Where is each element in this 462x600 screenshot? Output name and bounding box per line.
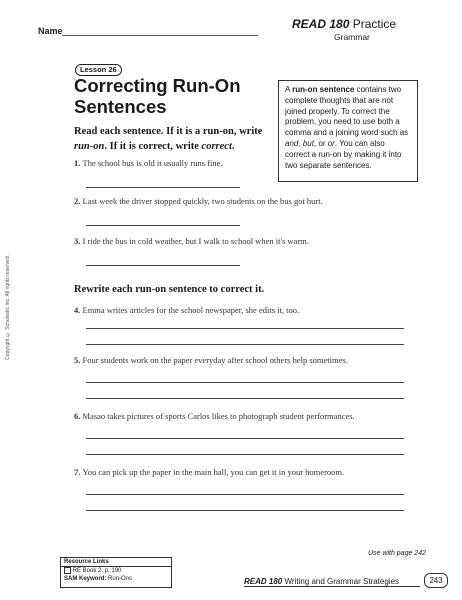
- page-title: Correcting Run-On Sentences: [74, 75, 241, 117]
- rule-text-a: A: [285, 85, 293, 94]
- item-number: 7.: [74, 467, 81, 477]
- item-5: [74, 355, 348, 365]
- rule-term: run-on sentence: [292, 85, 355, 94]
- item-text: Masao takes pictures of sports Carlos likes to photograph student performances.: [82, 411, 355, 421]
- resource-link-text: RE Book 2, p. 190: [72, 568, 122, 575]
- answer-line-5b[interactable]: [86, 398, 404, 399]
- instr-b: . If it is correct, write: [104, 141, 202, 152]
- answer-line-6b[interactable]: [86, 454, 404, 455]
- rule-infobox: [278, 80, 418, 182]
- resource-links-box: [60, 557, 172, 588]
- instr-a: Read each sentence. If it is a run-on, write: [74, 126, 263, 137]
- rule-but: but: [302, 138, 314, 148]
- item-text: I ride the bus in cold weather, but I walk to school when it's warm.: [82, 236, 309, 246]
- item-number: 3.: [74, 236, 81, 246]
- rule-text: [285, 85, 411, 171]
- instr-correct: correct: [201, 141, 232, 152]
- rule-or: or: [327, 138, 335, 148]
- item-6: [74, 411, 355, 421]
- answer-line-5a[interactable]: [86, 382, 404, 383]
- brand-180: 180: [326, 17, 350, 31]
- item-text: You can pick up the paper in the main hall, you can get it in your homeroom.: [82, 467, 345, 477]
- lesson-badge: Lesson 26: [75, 64, 122, 76]
- answer-line-3[interactable]: [86, 265, 240, 266]
- item-3: [74, 236, 309, 246]
- copyright-sidebar: Copyright © Scholastic Inc. All rights reserved.: [5, 255, 11, 360]
- name-label: Name: [38, 26, 63, 36]
- item-number: 5.: [74, 355, 81, 365]
- page-number: 243: [424, 573, 448, 588]
- brand-title: [292, 17, 396, 31]
- rule-sep1: ,: [298, 138, 303, 148]
- resource-link-row: [61, 567, 171, 575]
- footer-rest: Writing and Grammar Strategies: [282, 577, 400, 586]
- answer-line-7a[interactable]: [86, 494, 404, 495]
- item-text: Emma writes articles for the school newspaper, she edits it, too.: [82, 305, 300, 315]
- item-number: 1.: [74, 158, 81, 168]
- use-with-note: Use with page 242: [368, 550, 426, 557]
- item-text: Four students work on the paper everyday after school others help sometimes.: [82, 355, 348, 365]
- item-4: [74, 305, 299, 315]
- section-heading: Rewrite each run-on sentence to correct it.: [74, 284, 265, 295]
- footer-series: [244, 577, 399, 586]
- item-number: 2.: [74, 196, 81, 206]
- name-write-line[interactable]: [62, 35, 258, 36]
- item-number: 6.: [74, 411, 81, 421]
- footer-read: READ 180: [244, 577, 283, 586]
- footer-rule: [244, 586, 420, 587]
- brand-read: READ: [292, 17, 327, 31]
- book-icon: [64, 567, 71, 574]
- rule-sep2: , or: [313, 138, 328, 148]
- instr-runon: run-on: [74, 141, 105, 152]
- sam-value: Run-Ons: [108, 576, 133, 583]
- answer-line-4b[interactable]: [86, 344, 404, 345]
- instructions: [74, 124, 274, 154]
- brand-subtitle: Grammar: [334, 32, 370, 42]
- brand-practice: Practice: [349, 17, 397, 31]
- answer-line-7b[interactable]: [86, 510, 404, 511]
- item-number: 4.: [74, 305, 81, 315]
- item-text: Last week the driver stopped quickly, two students on the bus got hurt.: [82, 196, 323, 206]
- answer-line-4a[interactable]: [86, 328, 404, 329]
- instr-c: .: [231, 141, 235, 152]
- sam-keyword-row: [61, 575, 171, 583]
- rule-text-c: . You can also correct a run-on by making it into two separate sentences.: [285, 138, 402, 170]
- answer-line-6a[interactable]: [86, 438, 404, 439]
- resource-links-title: Resource Links: [61, 558, 171, 567]
- sam-label: SAM Keyword:: [64, 576, 107, 583]
- rule-and: and: [285, 138, 299, 148]
- answer-line-1[interactable]: [86, 187, 240, 188]
- item-7: [74, 467, 344, 477]
- rule-text-b: contains two complete thoughts that are not joined properly. To correct the problem, you need to use both a comma and a joining word such as: [285, 85, 409, 138]
- item-1: [74, 158, 223, 168]
- answer-line-2[interactable]: [86, 225, 240, 226]
- item-text: The school bus is old it usually runs fine.: [82, 158, 223, 168]
- item-2: [74, 196, 323, 206]
